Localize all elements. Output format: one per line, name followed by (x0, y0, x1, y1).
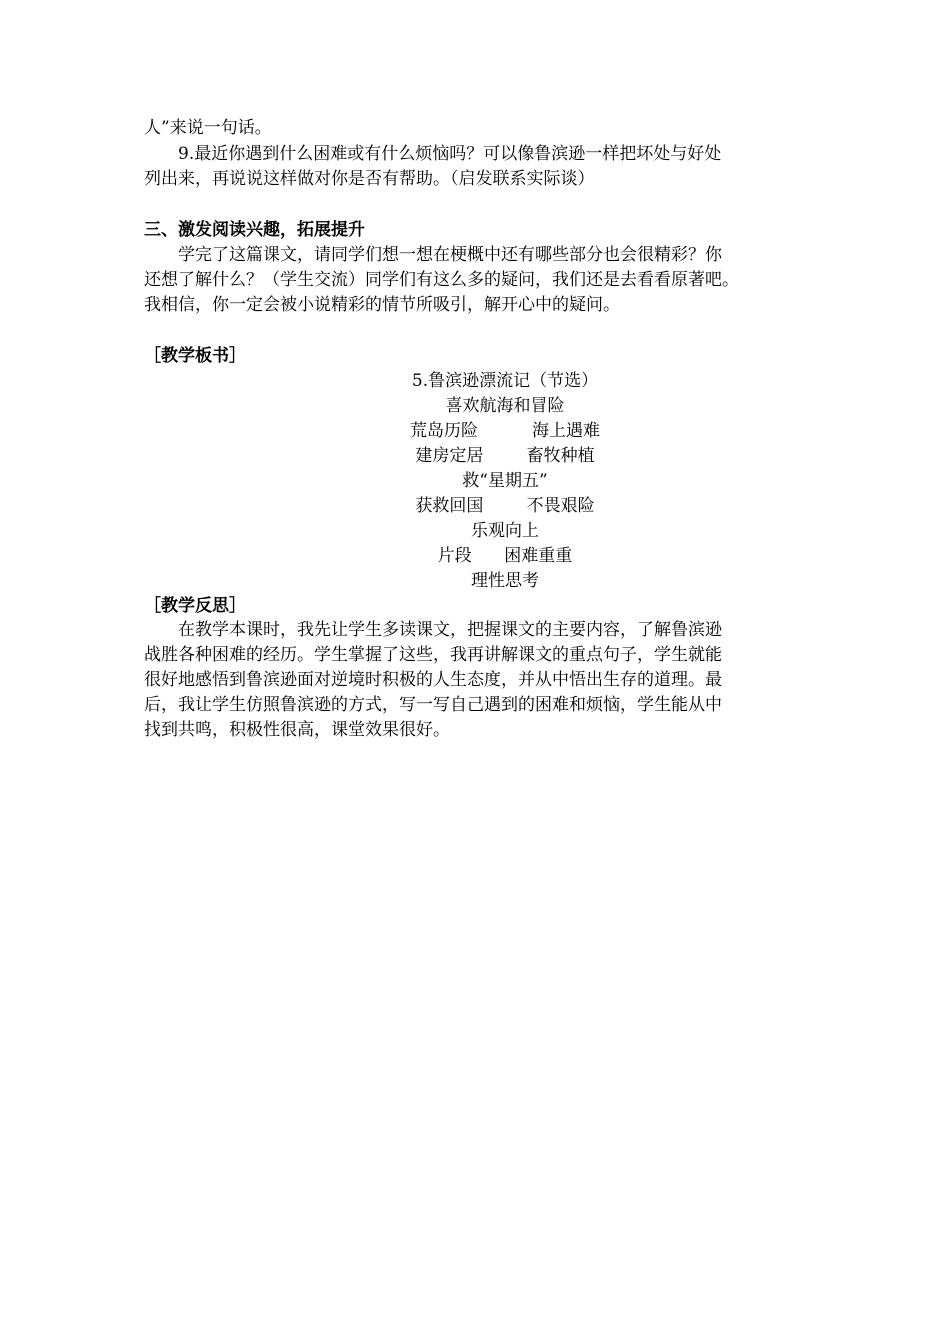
item-9-line: 9.最近你遇到什么困难或有什么烦恼吗？可以像鲁滨逊一样把坏处与好处 (178, 144, 722, 164)
paragraph-line: 战胜各种困难的经历。学生掌握了这些，我再讲解课文的重点句子，学生就能 (144, 645, 722, 665)
board-line: 5.鲁滨逊漂流记（节选） (411, 371, 599, 391)
section-heading: 三、激发阅读兴趣，拓展提升 (144, 220, 365, 240)
board-line: 理性思考 (471, 571, 539, 591)
paragraph-line: 人”来说一句话。 (144, 118, 272, 138)
board-line: 救“星期五” (462, 471, 548, 491)
board-line: 荒岛历险 海上遇难 (409, 421, 601, 441)
paragraph-line: 后，我让学生仿照鲁滨逊的方式，写一写自己遇到的困难和烦恼，学生能从中 (144, 695, 722, 715)
paragraph-line: 很好地感悟到鲁滨逊面对逆境时积极的人生态度，并从中悟出生存的道理。最 (144, 670, 722, 690)
board-line: 获救回国 不畏艰险 (415, 496, 595, 516)
board-line: 建房定居 畜牧种植 (415, 446, 595, 466)
board-line: 乐观向上 (471, 521, 539, 541)
board-line: 片段 困难重重 (437, 546, 573, 566)
item-9-line: 列出来，再说说这样做对你是否有帮助。（启发联系实际谈） (144, 169, 595, 189)
reflection-heading: ［教学反思］ (144, 596, 246, 616)
board-heading: ［教学板书］ (144, 346, 246, 366)
paragraph-line: 在教学本课时，我先让学生多读课文，把握课文的主要内容，了解鲁滨逊 (178, 620, 722, 640)
paragraph-line: 我相信，你一定会被小说精彩的情节所吸引，解开心中的疑问。 (144, 295, 620, 315)
board-line: 喜欢航海和冒险 (445, 396, 565, 416)
paragraph-line: 找到共鸣，积极性很高，课堂效果很好。 (144, 720, 450, 740)
paragraph-line: 学完了这篇课文，请同学们想一想在梗概中还有哪些部分也会很精彩？你 (178, 245, 722, 265)
paragraph-line: 还想了解什么？（学生交流）同学们有这么多的疑问，我们还是去看看原著吧。 (144, 270, 739, 290)
